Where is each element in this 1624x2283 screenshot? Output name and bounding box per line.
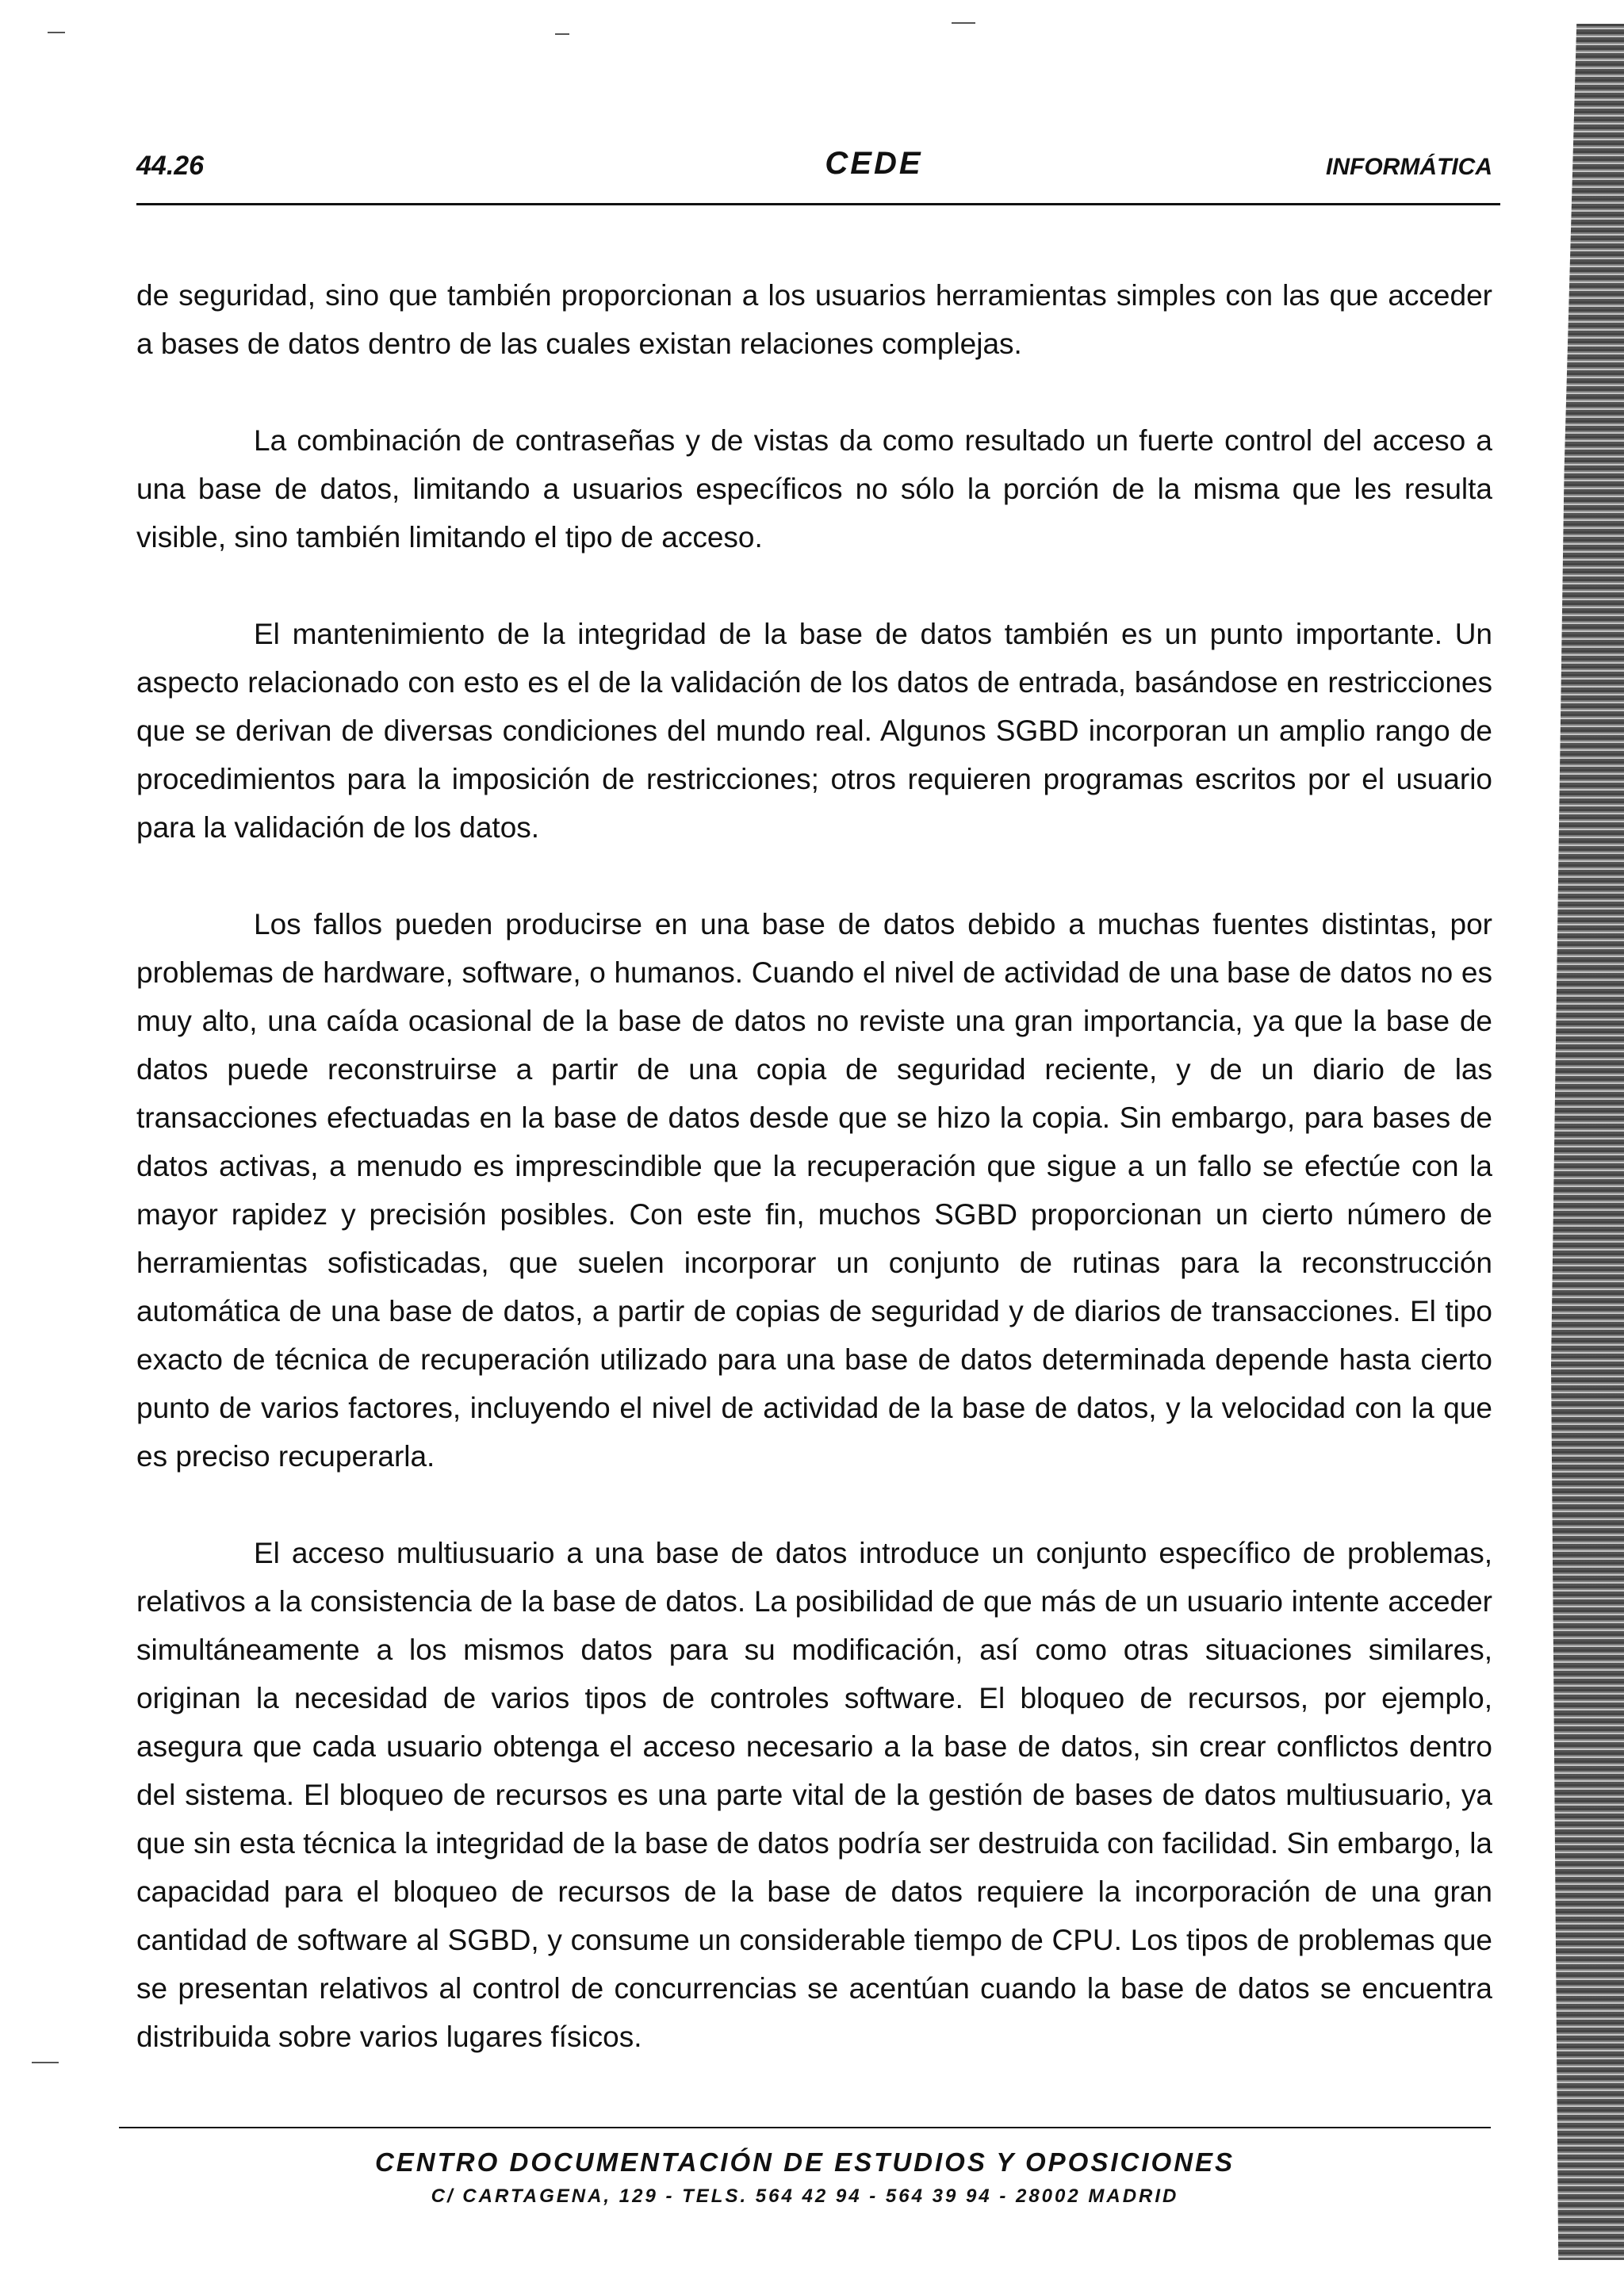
paragraph-passwords-views: La combinación de contraseñas y de vistas da como resultado un fuerte control del acceso a una base de datos, limitando a usuarios específicos no sólo la porción de la misma que les resulta visible, sino también limitando el tipo de acceso. xyxy=(136,424,1492,554)
paragraph-integrity: El mantenimiento de la integridad de la base de datos también es un punto importante. Un aspecto relacionado con esto es el de la validación de los datos de entrada, basándose en restricciones que se derivan de diversas condiciones del mundo real. Algunos SGBD incorporan un amplio rango de procedimientos para la imposición de restricciones; otros requieren programas escritos por el usuario para la validación de los datos. xyxy=(136,618,1492,844)
footer-rule xyxy=(119,2127,1491,2128)
page-number: 44.26 xyxy=(136,151,205,181)
paragraph-multiuser: El acceso multiusuario a una base de datos introduce un conjunto específico de problemas, relativos a la consistencia de la base de datos. La posibilidad de que más de un usuario intente acceder simultáneamente a los mismos datos para su modificación, así como otras situaciones similares, originan la necesidad de varios tipos de controles software. El bloqueo de recursos, por ejemplo, asegura que cada usuario obtenga el acceso necesario a la base de datos, sin crear conflictos dentro del sistema. El bloqueo de recursos es una parte vital de la gestión de bases de datos multiusuario, ya que sin esta técnica la integridad de la base de datos podría ser destruida con facilidad. Sin embargo, la capacidad para el bloqueo de recursos de la base de datos requiere la incorporación de una gran cantidad de software al SGBD, y consume un considerable tiempo de CPU. Los tipos de problemas que se presentan relativos al control de concurrencias se acentúan cuando la base de datos se encuentra distribuida sobre varios lugares físicos. xyxy=(136,1537,1492,2053)
footer-address: C/ CARTAGENA, 129 - TELS. 564 42 94 - 564 39 94 - 28002 MADRID xyxy=(431,2185,1179,2207)
publisher-logo: CEDE xyxy=(825,146,923,181)
paragraph-continued: de seguridad, sino que también proporcionan a los usuarios herramientas simples con las que acceder a bases de datos dentro de las cuales existan relaciones complejas. xyxy=(136,279,1492,360)
page-header xyxy=(136,146,1492,198)
section-label: INFORMÁTICA xyxy=(1326,154,1492,180)
scan-speck xyxy=(48,32,65,33)
page-footer xyxy=(119,2147,1491,2208)
footer-title: CENTRO DOCUMENTACIÓN DE ESTUDIOS Y OPOSICIONES xyxy=(374,2147,1235,2177)
paragraph-failures: Los fallos pueden producirse en una base de datos debido a muchas fuentes distintas, por problemas de hardware, software, o humanos. Cuando el nivel de actividad de una base de datos no es muy alto, una caída ocasional de la base de datos no reviste una gran importancia, ya que la base de datos puede reconstruirse a partir de una copia de seguridad reciente, y de un diario de las transacciones efectuadas en la base de datos desde que se hizo la copia. Sin embargo, para bases de datos activas, a menudo es imprescindible que la recuperación que sigue a un fallo se efectúe con la mayor rapidez y precisión posibles. Con este fin, muchos SGBD proporcionan un cierto número de herramientas sofisticadas, que suelen incorporar un conjunto de rutinas para la reconstrucción automática de una base de datos, a partir de copias de seguridad y de diarios de transacciones. El tipo exacto de técnica de recuperación utilizado para una base de datos determinada depende hasta cierto punto de varios factores, incluyendo el nivel de actividad de la base de datos, y la velocidad con la que es preciso recuperarla. xyxy=(136,908,1492,1473)
body-text xyxy=(136,271,1492,2109)
scan-shadow-edge xyxy=(1551,24,1624,2260)
scan-speck xyxy=(555,33,569,35)
scan-speck xyxy=(32,2062,59,2063)
header-rule xyxy=(136,203,1500,205)
scan-speck xyxy=(952,22,975,24)
